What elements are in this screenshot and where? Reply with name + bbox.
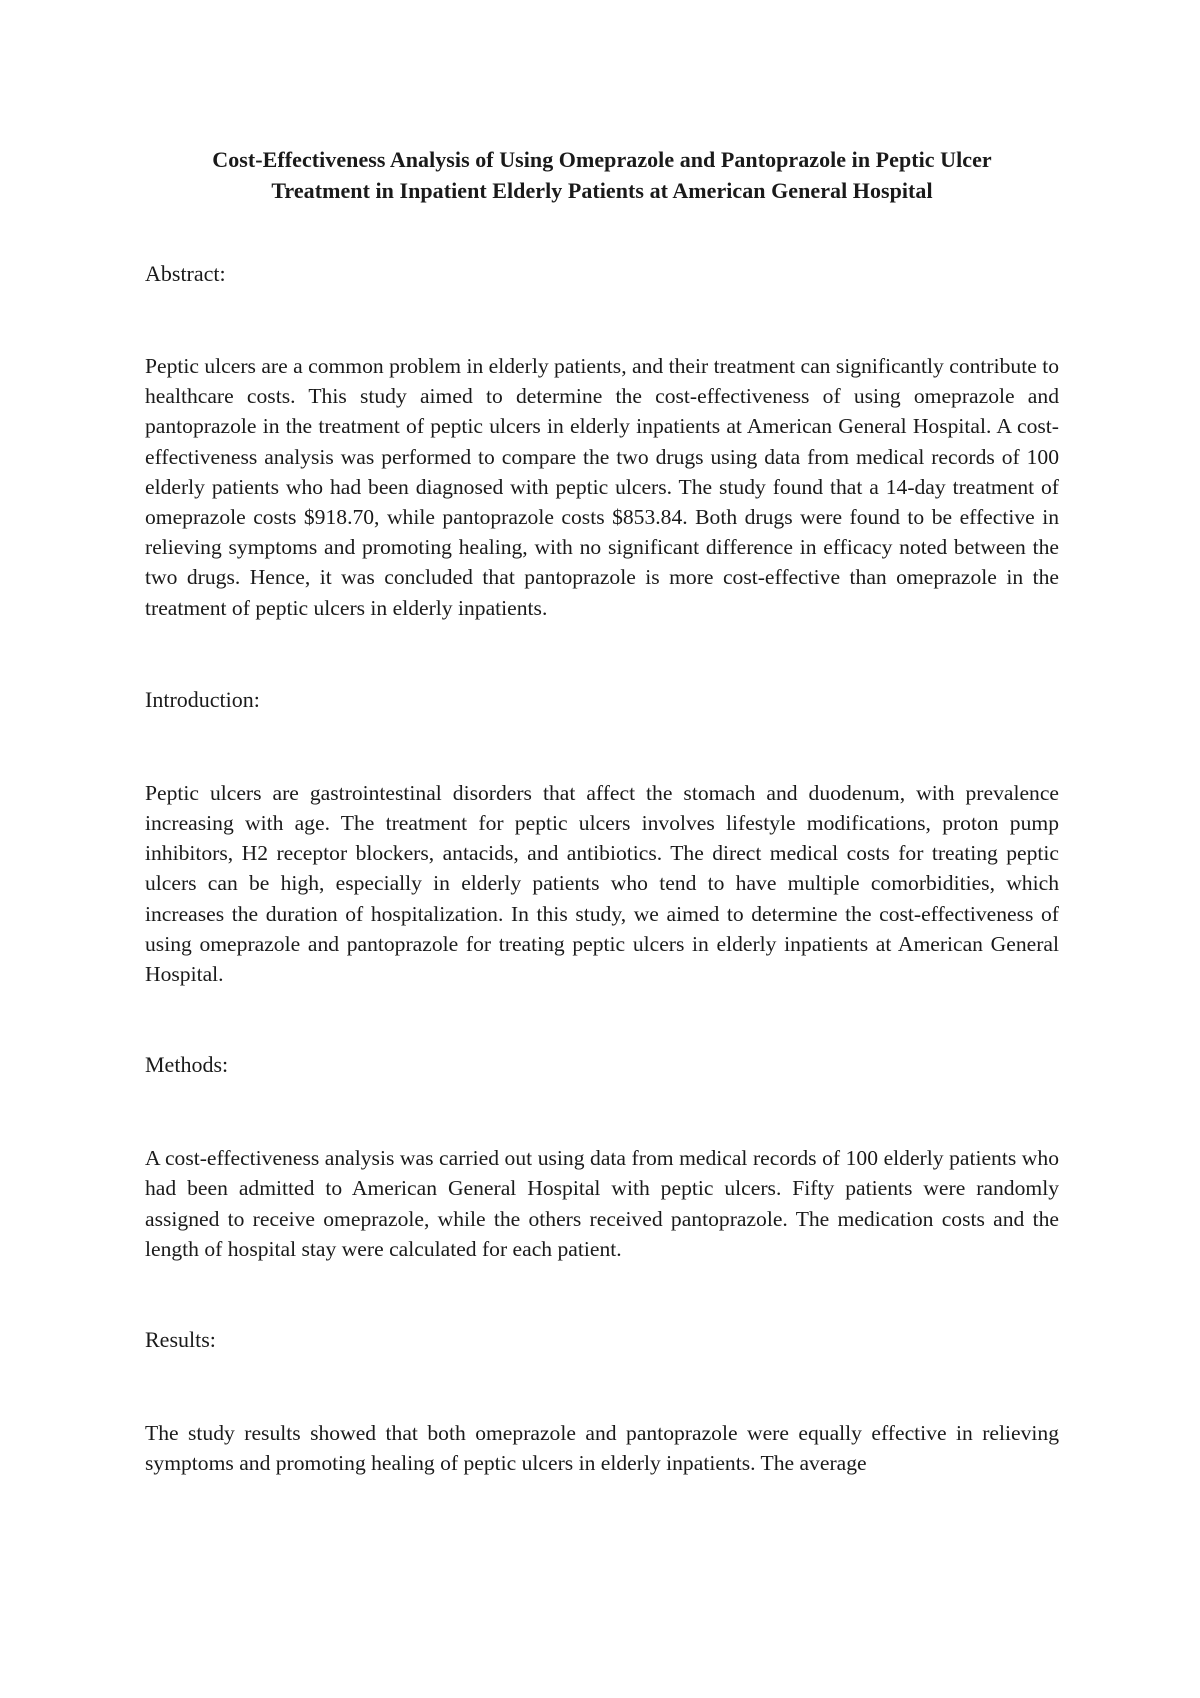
results-heading: Results: [145, 1327, 216, 1353]
methods-paragraph: A cost-effectiveness analysis was carried out using data from medical records of 100 elderly patients who had been admitted to American General Hospital with peptic ulcers. Fifty patients were randomly assigned to receive omeprazole, while the others received pantoprazole. The medication costs and the length of hospital stay were calculated for each patient. [145, 1146, 1059, 1261]
document-body [145, 144, 1059, 1478]
title-line-1: Cost-Effectiveness Analysis of Using Omeprazole and Pantoprazole in Peptic Ulcer [212, 147, 992, 172]
abstract-heading: Abstract: [145, 261, 226, 286]
introduction-paragraph: Peptic ulcers are gastrointestinal disorders that affect the stomach and duodenum, with prevalence increasing with age. The treatment for peptic ulcers involves lifestyle modifications, proton pump inhibitors, H2 receptor blockers, antacids, and antibiotics. The direct medical costs for treating peptic ulcers can be high, especially in elderly patients who tend to have multiple comorbidities, which increases the duration of hospitalization. In this study, we aimed to determine the cost-effectiveness of using omeprazole and pantoprazole for treating peptic ulcers in elderly inpatients at American General Hospital. [145, 780, 1059, 987]
methods-heading: Methods: [145, 1052, 229, 1078]
introduction-heading: Introduction: [145, 686, 260, 712]
document-title [145, 144, 1059, 206]
title-line-2: Treatment in Inpatient Elderly Patients at American General Hospital [271, 178, 933, 203]
abstract-paragraph: Peptic ulcers are a common problem in elderly patients, and their treatment can significantly contribute to healthcare costs. This study aimed to determine the cost-effectiveness of using omeprazole and pantoprazole in the treatment of peptic ulcers in elderly inpatients at American General Hospital. A cost-effectiveness analysis was performed to compare the two drugs using data from medical records of 100 elderly patients who had been diagnosed with peptic ulcers. The study found that a 14-day treatment of omeprazole costs $918.70, while pantoprazole costs $853.84. Both drugs were found to be effective in relieving symptoms and promoting healing, with no significant difference in efficacy noted between the two drugs. Hence, it was concluded that pantoprazole is more cost-effective than omeprazole in the treatment of peptic ulcers in elderly inpatients. [145, 354, 1059, 620]
results-paragraph: The study results showed that both omeprazole and pantoprazole were equally effective in relieving symptoms and promoting healing of peptic ulcers in elderly inpatients. The average [145, 1421, 1059, 1476]
